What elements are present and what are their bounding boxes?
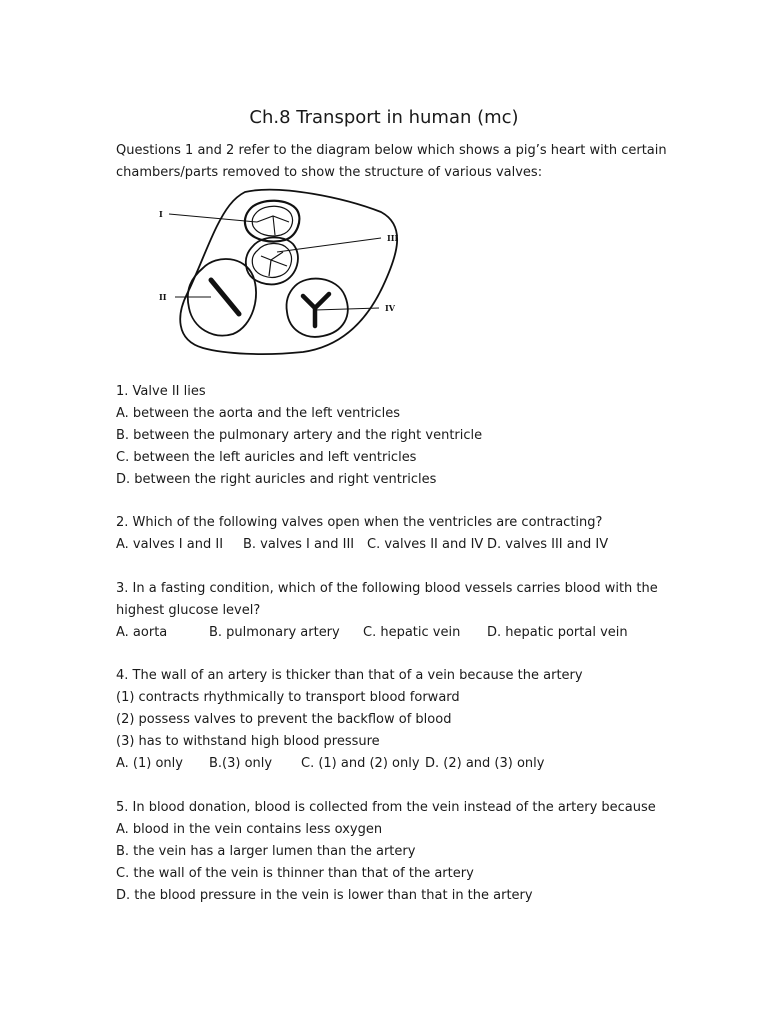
- q3-stem-line-1: 3. In a fasting condition, which of the following blood vessels carries blood with the: [116, 581, 658, 596]
- heart-outline: [180, 190, 397, 354]
- q2-option-b: B. valves I and III: [243, 537, 355, 552]
- q2-option-c: C. valves II and IV: [367, 537, 484, 552]
- q3-option-a: A. aorta: [116, 625, 168, 640]
- q3-option-b: B. pulmonary artery: [209, 625, 340, 640]
- label-iii: III: [387, 233, 399, 243]
- q1-stem: 1. Valve II lies: [116, 384, 206, 399]
- q3-stem-line-2: highest glucose level?: [116, 603, 261, 618]
- q3-options: [116, 622, 676, 644]
- q1-option-d: D. between the right auricles and right ventricles: [116, 472, 437, 487]
- q4-statement-1: (1) contracts rhythmically to transport blood forward: [116, 690, 460, 705]
- heart-valve-diagram: [145, 186, 407, 362]
- q2-options: [116, 534, 676, 556]
- q3-option-c: C. hepatic vein: [363, 625, 461, 640]
- intro-line-1: Questions 1 and 2 refer to the diagram below which shows a pig’s heart with certain: [116, 143, 667, 158]
- pointer-line-i: [169, 214, 257, 222]
- pointer-line-iii: [277, 238, 381, 252]
- q3-option-d: D. hepatic portal vein: [487, 625, 628, 640]
- q4-statement-3: (3) has to withstand high blood pressure: [116, 734, 380, 749]
- label-ii: II: [159, 292, 167, 302]
- q4-statement-2: (2) possess valves to prevent the backflow of blood: [116, 712, 452, 727]
- q5-option-a: A. blood in the vein contains less oxygen: [116, 822, 383, 837]
- q4-option-d: D. (2) and (3) only: [425, 756, 545, 771]
- intro-line-2: chambers/parts removed to show the structure of various valves:: [116, 165, 543, 180]
- q4-stem: 4. The wall of an artery is thicker than that of a vein because the artery: [116, 668, 583, 683]
- q1-option-c: C. between the left auricles and left ventricles: [116, 450, 417, 465]
- q1-option-b: B. between the pulmonary artery and the right ventricle: [116, 428, 483, 443]
- q4-option-c: C. (1) and (2) only: [301, 756, 420, 771]
- label-i: I: [159, 209, 163, 219]
- label-iv: IV: [385, 303, 395, 313]
- q5-stem: 5. In blood donation, blood is collected from the vein instead of the artery because: [116, 800, 656, 815]
- q4-options: [116, 753, 676, 775]
- q5-option-d: D. the blood pressure in the vein is lower than that in the artery: [116, 888, 533, 903]
- q2-option-a: A. valves I and II: [116, 537, 224, 552]
- valve-i: [245, 201, 299, 242]
- page-title: Ch.8 Transport in human (mc): [249, 107, 519, 128]
- q2-stem: 2. Which of the following valves open when the ventricles are contracting?: [116, 515, 603, 530]
- q4-option-a: A. (1) only: [116, 756, 183, 771]
- q1-option-a: A. between the aorta and the left ventricles: [116, 406, 400, 421]
- q4-option-b: B.(3) only: [209, 756, 273, 771]
- valve-iv: [286, 279, 347, 337]
- q5-option-c: C. the wall of the vein is thinner than that of the artery: [116, 866, 474, 881]
- q5-option-b: B. the vein has a larger lumen than the artery: [116, 844, 416, 859]
- q2-option-d: D. valves III and IV: [487, 537, 609, 552]
